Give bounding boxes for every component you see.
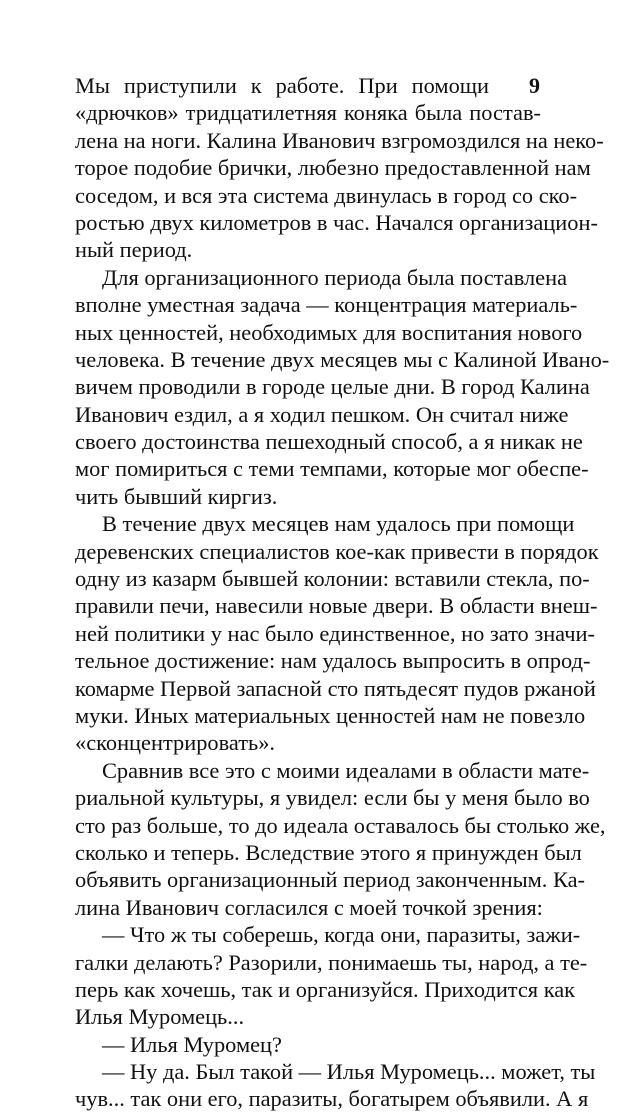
text-line: вполне уместная задача — концентрация материаль-: [75, 292, 578, 318]
text-line: торое подобие брички, любезно предоставленной нам: [75, 155, 591, 181]
text-line: вичем проводили в городе целые дни. В город Калина: [75, 374, 590, 400]
text-line: В течение двух месяцев нам удалось при помощи: [102, 511, 575, 537]
text-line: мог помириться с теми темпами, которые мог обеспе-: [75, 456, 589, 482]
text-line: человека. В течение двух месяцев мы с Калиной Ивано-: [75, 346, 610, 372]
text-line: деревенских специалистов кое-как привести в порядок: [75, 538, 599, 564]
text-line: тельное достижение: нам удалось выпросить в опрод-: [75, 648, 591, 674]
text-line: Сравнив все это с моими идеалами в области мате-: [102, 757, 590, 783]
text-line: ных ценностей, необходимых для воспитания нового: [75, 319, 583, 345]
text-line: Илья Муромець...: [75, 1004, 245, 1030]
text-line: муки. Иных материальных ценностей нам не повезло: [75, 702, 586, 728]
text-line: одну из казарм бывшей колонии: вставили стекла, по-: [75, 566, 590, 592]
body-text: [75, 72, 610, 1113]
text-line: галки делають? Разорили, понимаешь ты, народ, а те-: [75, 949, 588, 975]
text-line: лена на ноги. Калина Иванович взгромоздился на неко-: [75, 127, 604, 153]
text-line: лина Иванович согласился с моей точкой зрения:: [75, 894, 543, 920]
text-line: «дрючков» тридцатилетняя коняка была постав-: [75, 100, 541, 126]
text-line: перь как хочешь, так и организуйся. Приходится как: [75, 976, 576, 1002]
text-line: сколько и теперь. Вследствие этого я принужден был: [75, 839, 582, 865]
text-line: комарме Первой запасной сто пятьдесят пудов ржаной: [75, 675, 596, 701]
text-line: — Ну да. Был такой — Илья Муромець... может, ты: [102, 1059, 596, 1085]
text-line: Иванович ездил, а я ходил пешком. Он считал ниже: [75, 401, 569, 427]
text-line: своего достоинства пешеходный способ, а я никак не: [75, 429, 583, 455]
text-line: Мы приступили к работе. При помощи: [75, 73, 489, 98]
text-line: ней политики у нас было единственное, но зато значи-: [75, 620, 595, 646]
text-line: соседом, и вся эта система двинулась в город со ско-: [75, 182, 578, 208]
text-line: Для организационного периода была поставлена: [102, 264, 568, 290]
text-line: сто раз больше, то до идеала оставалось бы столько же,: [75, 812, 606, 838]
text-line: чить бывший киргиз.: [75, 483, 278, 509]
text-line: «сконцентрировать».: [75, 730, 276, 756]
text-line: объявить организационный период законченным. Ка-: [75, 867, 586, 893]
text-line: чув... так они его, паразиты, богатырем объявили. А я: [75, 1086, 589, 1112]
text-line: — Что ж ты соберешь, когда они, паразиты, зажи-: [102, 922, 581, 948]
text-line: ростью двух километров в час. Начался организацион-: [75, 209, 598, 235]
text-line: правили печи, навесили новые двери. В области внеш-: [75, 593, 598, 619]
text-line: — Илья Муромец?: [102, 1031, 282, 1057]
text-line: ный период.: [75, 237, 193, 263]
page-number: 9: [529, 73, 540, 98]
text-line: риальной культуры, я увидел: если бы у меня было во: [75, 785, 590, 811]
